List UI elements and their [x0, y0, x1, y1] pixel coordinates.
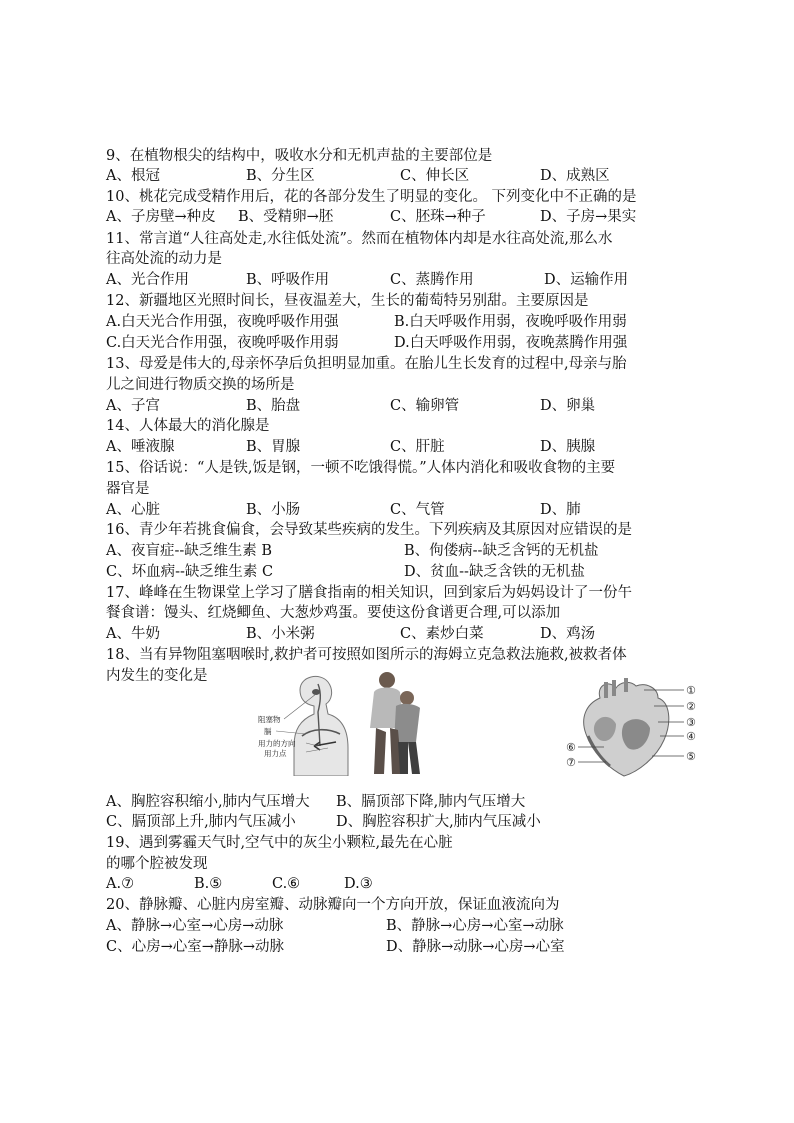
question-11-stem-line-1: 11、常言道“人往高处走,水往低处流”。然而在植物体内却是水往高处流,那么水 [106, 231, 613, 247]
question-12-option-b: B.白天呼吸作用弱，夜晚呼吸作用弱 [394, 314, 627, 330]
question-15-stem-line-2: 器官是 [106, 481, 150, 497]
label-force-point: 用力点 [264, 749, 287, 758]
question-20-option-c: C、心房→心室→静脉→动脉 [106, 939, 285, 955]
heart-label-4: ④ [686, 730, 696, 743]
question-14-option-c: C、肝脏 [390, 439, 445, 455]
question-17-option-a: A、牛奶 [106, 626, 160, 642]
question-14-stem: 14、人体最大的消化腺是 [106, 418, 270, 434]
question-19-stem-line-1: 19、遇到雾霾天气时,空气中的灰尘小颗粒,最先在心脏 [106, 835, 453, 851]
question-20-option-b: B、静脉→心房→心室→动脉 [386, 918, 564, 934]
question-14-option-d: D、胰腺 [540, 439, 596, 455]
question-9-option-b: B、分生区 [246, 168, 315, 184]
heart-label-7: ⑦ [566, 756, 576, 769]
question-11-option-a: A、光合作用 [106, 272, 189, 288]
question-11-option-c: C、蒸腾作用 [390, 272, 474, 288]
question-14-option-b: B、胃腺 [246, 439, 301, 455]
question-16-option-d: D、贫血--缺乏含铁的无机盐 [404, 564, 585, 580]
question-10-stem: 10、桃花完成受精作用后，花的各部分发生了明显的变化。 下列变化中不正确的是 [106, 189, 637, 205]
question-17-option-c: C、素炒白菜 [400, 626, 484, 642]
question-13-stem-line-2: 儿之间进行物质交换的场所是 [106, 377, 295, 393]
question-18-option-b: B、膈顶部下降,肺内气压增大 [336, 794, 526, 810]
question-13-option-b: B、胎盘 [246, 398, 301, 414]
question-18-stem-line-2: 内发生的变化是 [106, 668, 208, 684]
label-diaphragm: 膈 [264, 727, 272, 736]
question-12-option-a: A.白天光合作用强，夜晚呼吸作用强 [106, 314, 339, 330]
heart-label-5: ⑤ [686, 750, 696, 763]
question-17-stem-line-2: 餐食谱：馒头、红烧鲫鱼、大葱炒鸡蛋。要使这份食谱更合理,可以添加 [106, 605, 561, 621]
question-15-option-b: B、小肠 [246, 502, 301, 518]
question-19-option-b: B.⑤ [194, 876, 223, 892]
question-9-option-a: A、根冠 [106, 168, 160, 184]
question-20-option-a: A、静脉→心室→心房→动脉 [106, 918, 284, 934]
question-18-option-d: D、胸腔容积扩大,肺内气压减小 [336, 814, 541, 830]
question-15-stem-line-1: 15、俗话说：“人是铁,饭是钢，一顿不吃饿得慌。”人体内消化和吸收食物的主要 [106, 460, 616, 476]
question-13-option-c: C、输卵管 [390, 398, 460, 414]
question-13-option-a: A、子宫 [106, 398, 160, 414]
question-15-option-c: C、气管 [390, 502, 445, 518]
question-20-stem: 20、静脉瓣、心脏内房室瓣、动脉瓣向一个方向开放，保证血液流向为 [106, 897, 560, 913]
question-11-option-d: D、运输作用 [544, 272, 629, 288]
heart-label-3: ③ [686, 716, 696, 729]
question-16-stem: 16、青少年若挑食偏食，会导致某些疾病的发生。下列疾病及其原因对应错误的是 [106, 522, 632, 538]
question-13-stem-line-1: 13、母爱是伟大的,母亲怀孕后负担明显加重。在胎儿生长发育的过程中,母亲与胎 [106, 356, 627, 372]
label-obstruction: 阻塞物 [258, 715, 281, 724]
question-12-option-d: D.白天呼吸作用弱，夜晚蒸腾作用强 [394, 335, 628, 351]
question-18-option-c: C、膈顶部上升,肺内气压减小 [106, 814, 296, 830]
question-10-option-c: C、胚珠→种子 [390, 209, 486, 225]
question-18-option-a: A、胸腔容积缩小,肺内气压增大 [106, 794, 310, 810]
question-19-stem-line-2: 的哪个腔被发现 [106, 856, 208, 872]
question-19-option-d: D.③ [344, 876, 373, 892]
question-9-option-c: C、伸长区 [400, 168, 470, 184]
heart-label-2: ② [686, 700, 696, 713]
question-17-stem-line-1: 17、峰峰在生物课堂上学习了膳食指南的相关知识，回到家后为妈妈设计了一份午 [106, 585, 632, 601]
question-16-option-a: A、夜盲症--缺乏维生素 B [106, 543, 273, 559]
question-14-option-a: A、唾液腺 [106, 439, 175, 455]
question-11-stem-line-2: 往高处流的动力是 [106, 251, 222, 267]
question-16-option-c: C、坏血病--缺乏维生素 C [106, 564, 274, 580]
question-12-option-c: C.白天光合作用强，夜晚呼吸作用弱 [106, 335, 339, 351]
question-15-option-a: A、心脏 [106, 502, 160, 518]
question-18-stem-line-1: 18、当有异物阻塞咽喉时,救护者可按照如图所示的海姆立克急救法施救,被救者体 [106, 647, 627, 663]
heart-label-1: ① [686, 684, 696, 697]
question-15-option-d: D、肺 [540, 502, 581, 518]
heart-label-6: ⑥ [566, 741, 576, 754]
question-11-option-b: B、呼吸作用 [246, 272, 330, 288]
question-10-option-b: B、受精卵→胚 [238, 209, 334, 225]
question-16-option-b: B、佝偻病--缺乏含钙的无机盐 [404, 543, 599, 559]
question-19-option-c: C.⑥ [272, 876, 301, 892]
heimlich-maneuver-figure [256, 668, 428, 776]
question-10-option-d: D、子房→果实 [540, 209, 637, 225]
question-9-option-d: D、成熟区 [540, 168, 610, 184]
question-17-option-d: D、鸡汤 [540, 626, 596, 642]
question-17-option-b: B、小米粥 [246, 626, 315, 642]
heart-cross-section-figure [566, 678, 702, 778]
question-9-stem: 9、在植物根尖的结构中，吸收水分和无机声盐的主要部位是 [106, 148, 493, 164]
question-12-stem: 12、新疆地区光照时间长，昼夜温差大，生长的葡萄特另别甜。主要原因是 [106, 293, 589, 309]
label-force-direction: 用力的方向 [258, 739, 296, 748]
question-10-option-a: A、子房壁→种皮 [106, 209, 216, 225]
question-20-option-d: D、静脉→动脉→心房→心室 [386, 939, 565, 955]
question-13-option-d: D、卵巢 [540, 398, 596, 414]
question-19-option-a: A.⑦ [106, 876, 135, 892]
